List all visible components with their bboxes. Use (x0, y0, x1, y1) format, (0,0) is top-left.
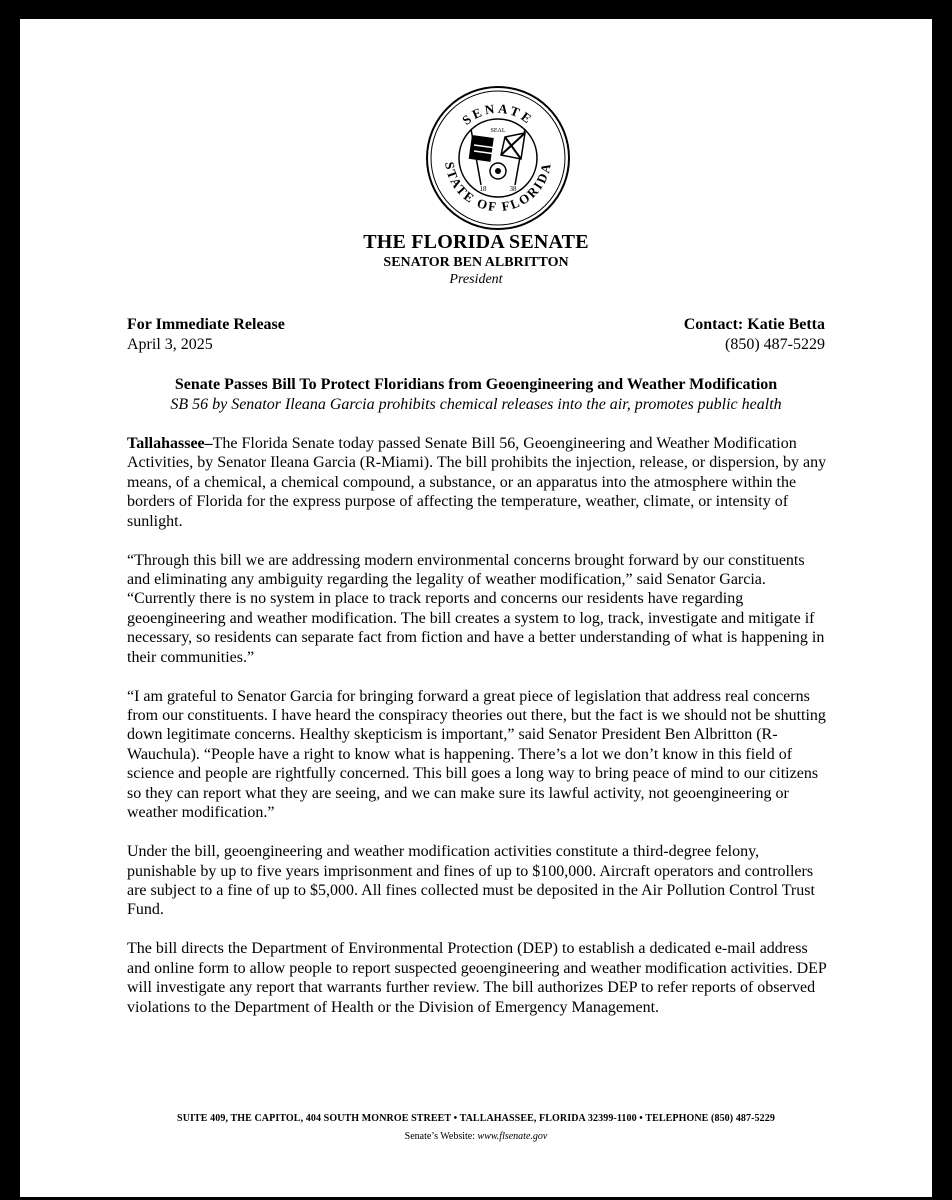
headline: Senate Passes Bill To Protect Floridians from Geoengineering and Weather Modification (174, 376, 778, 393)
dateline: Tallahassee– (127, 435, 213, 452)
seal-top-text: SENATE (459, 100, 537, 128)
paragraph-lead (127, 434, 827, 531)
seal-year-right: 38 (509, 185, 517, 193)
paragraph-penalties: Under the bill, geoengineering and weather modification activities constitute a third-degree felony, punishable by up to five years imprisonment and fines of up to $100,000. Aircraft operators and controllers are subject to a fine of up to $5,000. All fines collected must be deposited in the Air Pollution Control Trust Fund. (127, 843, 815, 919)
senator-name: SENATOR BEN ALBRITTON (383, 255, 569, 270)
contact-label: Contact: Katie Betta (683, 316, 825, 333)
senator-role: President (449, 272, 503, 287)
seal-bottom-text: STATE OF FLORIDA (442, 160, 555, 215)
footer-address: SUITE 409, THE CAPITOL, 404 SOUTH MONROE STREET • TALLAHASSEE, FLORIDA 32399-1100 • TELEPHONE (850) 487-5229 (177, 1113, 775, 1124)
release-label: For Immediate Release (127, 316, 285, 333)
org-title: THE FLORIDA SENATE (363, 231, 589, 253)
seal-year-left: 18 (479, 185, 487, 193)
press-release-page (20, 19, 932, 1197)
release-date: April 3, 2025 (127, 336, 213, 353)
footer-website (20, 1131, 932, 1142)
contact-phone: (850) 487-5229 (725, 336, 825, 353)
paragraph-albritton-quote: “I am grateful to Senator Garcia for bringing forward a great piece of legislation that address real concerns from our constituents. I have heard the conspiracy theories out there, but the fact is we should not be shutting down legitimate concerns. Healthy skepticism is important,” said Senator President Ben Albritton (R-Wauchula). “People have a right to know what is happening. There’s a lot we don’t know in this field of science and people are rightfully concerned. This bill goes a long way to bring peace of mind to our citizens so they can report what they are seeing, and we can make sure its lawful activity, not geoengineering or weather modification.” (127, 687, 826, 822)
seal-flags-emblem (469, 129, 525, 185)
paragraph-garcia-quote: “Through this bill we are addressing modern environmental concerns brought forward by our constituents and eliminating any ambiguity regarding the legality of weather modification,” said Senator Garcia. “Currently there is no system in place to track reports and concerns our residents have regarding geoengineering and weather modification. The bill creates a system to log, track, investigate and mitigate if necessary, so residents can separate fact from fiction and have a better understanding of what is happening in their communities.” (127, 551, 825, 666)
seal-inner-text: SEAL (490, 128, 506, 134)
subheadline: SB 56 by Senator Ileana Garcia prohibits chemical releases into the air, promotes public health (170, 396, 782, 413)
article-body (127, 434, 827, 1037)
lead-text: The Florida Senate today passed Senate Bill 56, Geoengineering and Weather Modification Activities, by Senator Ileana Garcia (R-Miami). The bill prohibits the injection, release, or dispersion, by any means, of a chemical, a chemical compound, a substance, or an apparatus into the atmosphere within the borders of Florida for the express purpose of affecting the temperature, weather, climate, or intensity of sunlight. (127, 435, 827, 530)
florida-senate-seal (425, 85, 571, 231)
svg-text:SENATE (459, 101, 536, 128)
paragraph-dep-reporting: The bill directs the Department of Environmental Protection (DEP) to establish a dedicated e-mail address and online form to allow people to report suspected geoengineering and weather modification activities. DEP will investigate any report that warrants further review. The bill authorizes DEP to refer reports of observed violations to the Department of Health or the Division of Emergency Management. (127, 940, 827, 1016)
website-link[interactable]: www.flsenate.gov (477, 1131, 548, 1142)
website-label: Senate’s Website: (404, 1131, 476, 1142)
